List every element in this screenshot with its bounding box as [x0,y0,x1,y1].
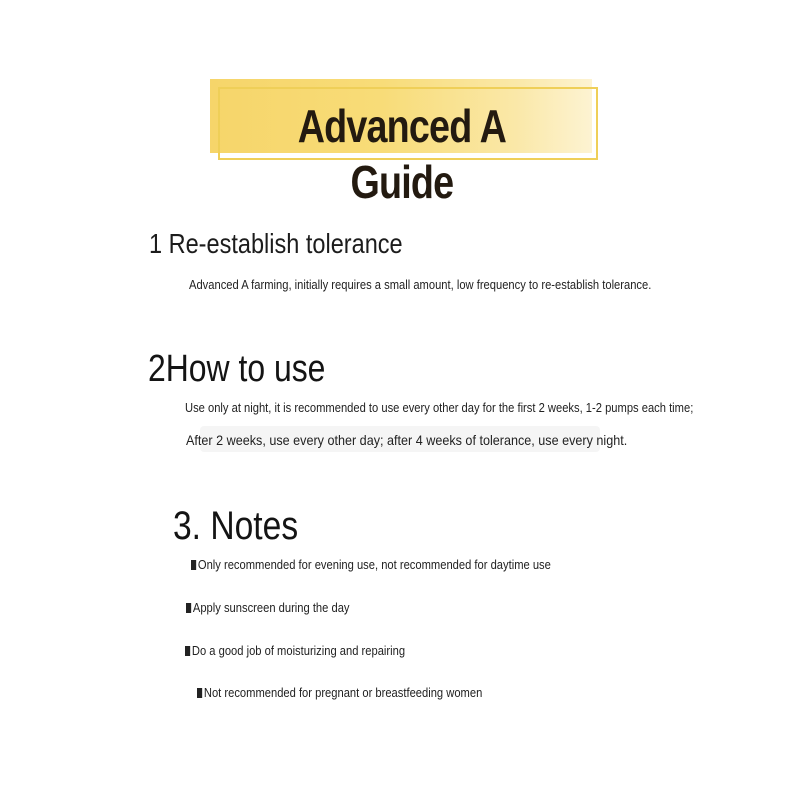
note-text: Not recommended for pregnant or breastfeeding women [203,685,483,700]
section-1-line-1: Advanced A farming, initially requires a small amount, low frequency to re-establish tolerance. [189,277,652,292]
note-item-4 [197,685,482,700]
section-2-heading: 2How to use [148,348,326,390]
note-item-2 [186,600,350,615]
note-text: Only recommended for evening use, not recommended for daytime use [197,557,551,572]
bullet-icon [185,646,190,656]
section-2-line-2: After 2 weeks, use every other day; after 4 weeks of tolerance, use every night. [186,432,628,448]
bullet-icon [197,688,202,698]
section-1-heading: 1 Re-establish tolerance [149,228,403,259]
note-item-1 [191,557,551,572]
note-text: Apply sunscreen during the day [192,600,350,615]
page-title: Advanced A Guide [297,100,507,208]
bullet-icon [191,560,196,570]
section-2-line-1: Use only at night, it is recommended to use every other day for the first 2 weeks, 1-2 pumps each time; [185,400,694,415]
note-text: Do a good job of moisturizing and repairing [191,643,406,658]
note-item-3 [185,643,405,658]
bullet-icon [186,603,191,613]
title-banner [210,79,600,208]
section-3-heading: 3. Notes [173,504,299,548]
